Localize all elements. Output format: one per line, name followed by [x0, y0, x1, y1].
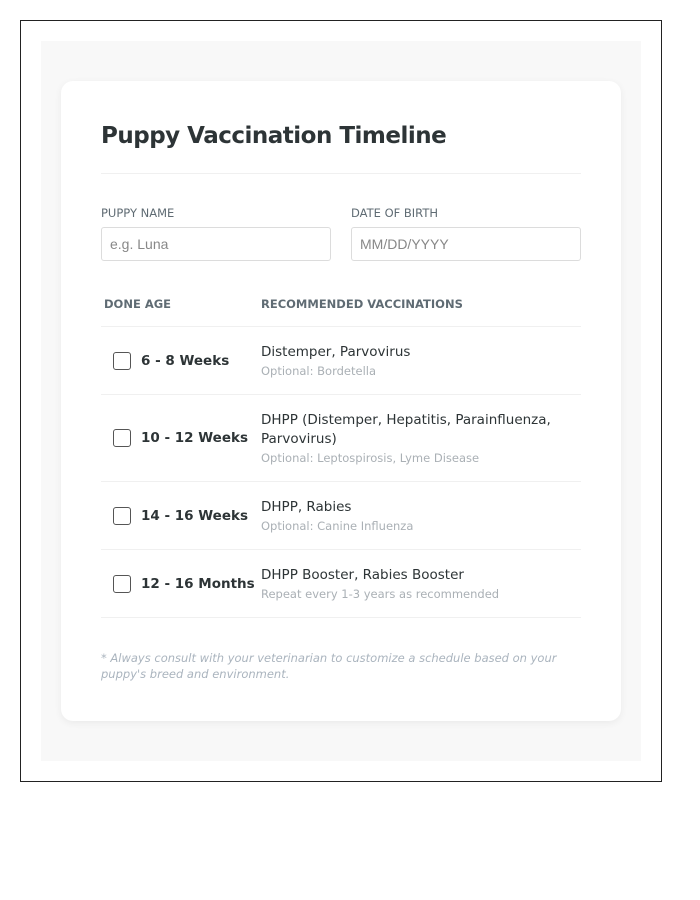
- table-row: [101, 395, 581, 482]
- puppy-name-field: [101, 206, 331, 261]
- table-row: [101, 327, 581, 395]
- puppy-name-label: PUPPY NAME: [101, 206, 175, 220]
- page-frame: [20, 20, 662, 782]
- divider: [101, 173, 581, 174]
- header-done: DONE: [104, 297, 141, 311]
- age-label: 12 - 16 Months: [141, 575, 255, 592]
- done-checkbox[interactable]: [113, 507, 131, 525]
- header-age: AGE: [144, 297, 172, 311]
- done-checkbox[interactable]: [113, 352, 131, 370]
- vaccines: DHPP, Rabies: [261, 499, 352, 515]
- table-header: [101, 297, 581, 327]
- optional-note: Optional: Canine Influenza: [261, 519, 414, 533]
- puppy-name-input[interactable]: [101, 227, 331, 261]
- age-label: 10 - 12 Weeks: [141, 430, 249, 446]
- done-checkbox[interactable]: [113, 429, 131, 447]
- vaccines: DHPP Booster, Rabies Booster: [261, 567, 464, 583]
- dob-input[interactable]: [351, 227, 581, 261]
- optional-note: Repeat every 1-3 years as recommended: [261, 587, 500, 601]
- age-label: 6 - 8 Weeks: [141, 352, 230, 369]
- vaccines: Distemper, Parvovirus: [261, 344, 411, 360]
- vaccination-card: [61, 81, 621, 721]
- footnote: * Always consult with your veterinarian to customize a schedule based on your puppy's breed and environment.: [101, 651, 557, 681]
- vaccines: DHPP (Distemper, Hepatitis, Parainfluenza, Parvovirus): [261, 412, 551, 447]
- vaccination-table: [101, 297, 581, 618]
- page-title: Puppy Vaccination Timeline: [101, 123, 447, 149]
- age-label: 14 - 16 Weeks: [141, 507, 249, 524]
- optional-note: Optional: Bordetella: [261, 364, 376, 378]
- header-vaccinations: RECOMMENDED VACCINATIONS: [261, 297, 463, 311]
- dob-field: [351, 206, 581, 261]
- page-background: [41, 41, 641, 761]
- table-row: [101, 482, 581, 550]
- optional-note: Optional: Leptospirosis, Lyme Disease: [261, 451, 480, 465]
- dob-label: DATE OF BIRTH: [351, 206, 439, 220]
- table-row: [101, 550, 581, 618]
- done-checkbox[interactable]: [113, 575, 131, 593]
